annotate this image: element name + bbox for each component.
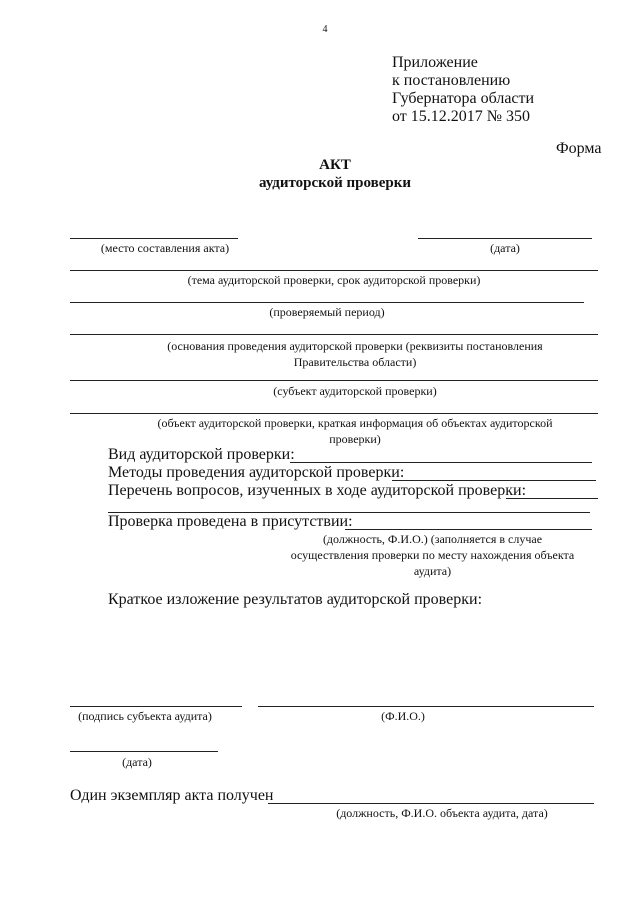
basis-line[interactable] (70, 334, 598, 335)
title-line: аудиторской проверки (258, 175, 412, 191)
receipt-caption: (должность, Ф.И.О. объекта аудита, дата) (336, 806, 548, 820)
questions-line[interactable] (506, 498, 598, 499)
audit-type-line[interactable] (290, 462, 592, 463)
caption-line: проверки) (329, 432, 381, 446)
period-line[interactable] (70, 302, 584, 303)
summary-label: Краткое изложение результатов аудиторской проверки: (108, 591, 483, 608)
caption-line: осуществления проверки по месту нахождения объекта (290, 548, 575, 562)
place-line[interactable] (70, 238, 238, 239)
caption-line: Правительства области) (293, 355, 417, 369)
signature-caption: (подпись субъекта аудита) (78, 709, 212, 723)
form-label: Форма (556, 140, 602, 157)
caption-line: аудита) (413, 564, 452, 578)
date-line[interactable] (418, 238, 592, 239)
audit-type-label: Вид аудиторской проверки: (108, 446, 295, 463)
fio-caption: (Ф.И.О.) (381, 709, 425, 723)
attachment-line: Приложение (392, 54, 478, 71)
document-title (200, 156, 470, 192)
page-number: 4 (322, 24, 328, 35)
receipt-label: Один экземпляр акта получен (70, 787, 274, 804)
signature-line[interactable] (70, 706, 242, 707)
basis-caption (70, 338, 640, 370)
date2-line[interactable] (70, 751, 218, 752)
presence-line[interactable] (345, 529, 592, 530)
attachment-line: Губернатора области (392, 90, 535, 107)
questions-label: Перечень вопросов, изученных в ходе аудиторской проверки: (108, 482, 527, 499)
receipt-line[interactable] (268, 803, 594, 804)
title-line: АКТ (319, 157, 351, 173)
methods-line[interactable] (392, 480, 596, 481)
place-caption: (место составления акта) (100, 241, 230, 255)
presence-label: Проверка проведена в присутствии: (108, 513, 353, 530)
subject-caption: (субъект аудиторской проверки) (273, 384, 437, 398)
caption-line: (объект аудиторской проверки, краткая информация об объектах аудиторской (157, 416, 553, 430)
fio-line[interactable] (258, 706, 594, 707)
date2-caption: (дата) (122, 755, 152, 769)
topic-caption: (тема аудиторской проверки, срок аудиторской проверки) (187, 273, 481, 287)
caption-line: (должность, Ф.И.О.) (заполняется в случае (322, 532, 543, 546)
attachment-block (392, 54, 534, 126)
methods-label: Методы проведения аудиторской проверки: (108, 464, 405, 481)
object-caption (70, 415, 640, 447)
subject-line[interactable] (70, 380, 598, 381)
period-caption: (проверяемый период) (269, 305, 385, 319)
attachment-line: от 15.12.2017 № 350 (392, 108, 531, 125)
caption-line: (основания проведения аудиторской проверки (реквизиты постановления (167, 339, 543, 353)
date-caption: (дата) (490, 241, 520, 255)
attachment-line: к постановлению (392, 72, 511, 89)
topic-line[interactable] (70, 270, 598, 271)
presence-caption (270, 531, 595, 579)
summary-area[interactable] (108, 615, 596, 697)
object-line[interactable] (70, 413, 598, 414)
